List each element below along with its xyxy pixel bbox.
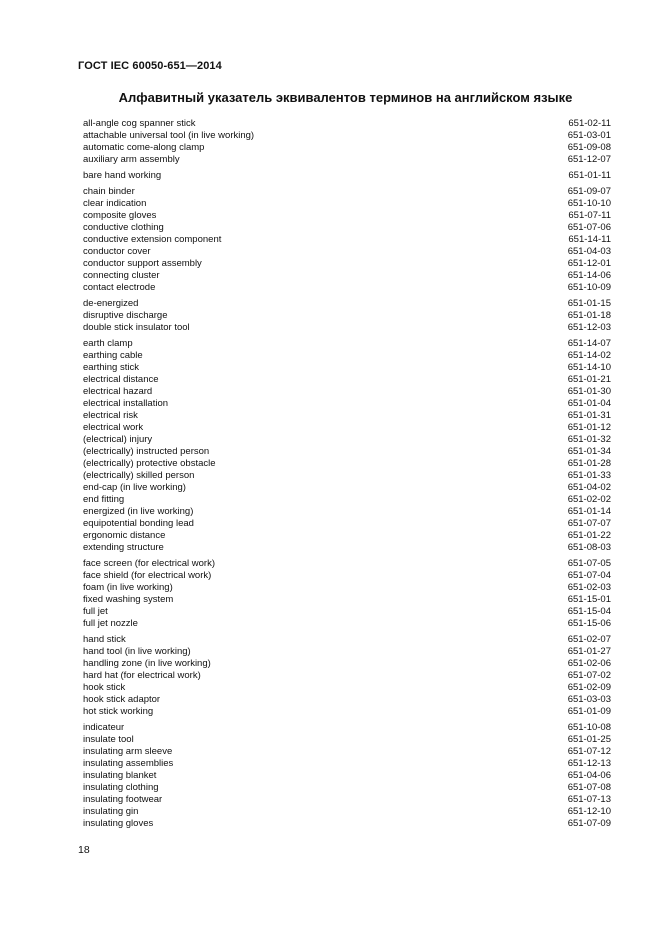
term-text: hot stick working	[83, 706, 154, 717]
term-text: hook stick adaptor	[83, 694, 161, 705]
term-text: (electrical) injury	[83, 434, 153, 445]
index-entry	[83, 694, 611, 706]
index-entry	[83, 170, 611, 182]
term-text: contact electrode	[83, 282, 156, 293]
term-text: face shield (for electrical work)	[83, 570, 212, 581]
term-code: 651-02-07	[567, 634, 611, 645]
term-text: full jet	[83, 606, 108, 617]
index-entry	[83, 594, 611, 606]
index-entry	[83, 210, 611, 222]
term-code: 651-07-06	[567, 222, 611, 233]
document-header: ГОСТ IEC 60050-651—2014	[78, 60, 222, 72]
term-text: conductive extension component	[83, 234, 222, 245]
term-code: 651-02-03	[567, 582, 611, 593]
index-group	[83, 634, 611, 718]
term-code: 651-01-09	[567, 706, 611, 717]
term-text: hard hat (for electrical work)	[83, 670, 201, 681]
index-entry	[83, 310, 611, 322]
term-code: 651-01-33	[567, 470, 611, 481]
term-code: 651-09-07	[567, 186, 611, 197]
index-entry	[83, 706, 611, 718]
term-code: 651-10-09	[567, 282, 611, 293]
index-group	[83, 170, 611, 182]
index-entry	[83, 154, 611, 166]
term-code: 651-02-06	[567, 658, 611, 669]
term-code: 651-07-02	[567, 670, 611, 681]
index-entry	[83, 118, 611, 130]
term-text: insulating assemblies	[83, 758, 174, 769]
index-entry	[83, 422, 611, 434]
term-text: composite gloves	[83, 210, 157, 221]
index-entry	[83, 322, 611, 334]
index-entry	[83, 434, 611, 446]
index-entry	[83, 606, 611, 618]
index-group	[83, 298, 611, 334]
term-index	[83, 118, 611, 834]
term-text: face screen (for electrical work)	[83, 558, 215, 569]
index-group	[83, 338, 611, 554]
term-text: disruptive discharge	[83, 310, 168, 321]
index-entry	[83, 246, 611, 258]
term-text: insulate tool	[83, 734, 134, 745]
term-text: auxiliary arm assembly	[83, 154, 180, 165]
term-code: 651-14-11	[568, 234, 611, 245]
index-entry	[83, 782, 611, 794]
term-code: 651-10-08	[567, 722, 611, 733]
term-code: 651-01-22	[567, 530, 611, 541]
term-text: equipotential bonding lead	[83, 518, 194, 529]
term-text: insulating arm sleeve	[83, 746, 173, 757]
term-code: 651-03-01	[567, 130, 611, 141]
term-code: 651-12-01	[567, 258, 611, 269]
term-code: 651-02-09	[567, 682, 611, 693]
page-title: Алфавитный указатель эквивалентов терминов на английском языке	[118, 90, 573, 105]
term-code: 651-04-03	[567, 246, 611, 257]
term-code: 651-01-31	[567, 410, 611, 421]
term-text: bare hand working	[83, 170, 162, 181]
term-code: 651-07-13	[567, 794, 611, 805]
index-entry	[83, 234, 611, 246]
term-text: conductive clothing	[83, 222, 164, 233]
term-code: 651-04-06	[567, 770, 611, 781]
index-entry	[83, 542, 611, 554]
term-text: chain binder	[83, 186, 135, 197]
index-entry	[83, 634, 611, 646]
term-text: hand tool (in live working)	[83, 646, 191, 657]
term-text: insulating clothing	[83, 782, 159, 793]
term-code: 651-02-02	[567, 494, 611, 505]
index-entry	[83, 338, 611, 350]
term-code: 651-01-12	[567, 422, 611, 433]
term-text: extending structure	[83, 542, 164, 553]
term-text: double stick insulator tool	[83, 322, 190, 333]
index-entry	[83, 722, 611, 734]
index-entry	[83, 350, 611, 362]
term-text: connecting cluster	[83, 270, 160, 281]
index-entry	[83, 482, 611, 494]
index-entry	[83, 362, 611, 374]
term-text: clear indication	[83, 198, 147, 209]
term-code: 651-01-30	[567, 386, 611, 397]
term-code: 651-15-04	[567, 606, 611, 617]
index-entry	[83, 670, 611, 682]
index-entry	[83, 818, 611, 830]
index-entry	[83, 494, 611, 506]
term-code: 651-14-02	[567, 350, 611, 361]
term-code: 651-07-11	[568, 210, 611, 221]
term-text: earthing stick	[83, 362, 139, 373]
index-entry	[83, 530, 611, 542]
term-code: 651-12-13	[567, 758, 611, 769]
term-code: 651-07-07	[567, 518, 611, 529]
term-text: electrical distance	[83, 374, 159, 385]
term-text: (electrically) instructed person	[83, 446, 210, 457]
index-entry	[83, 282, 611, 294]
term-code: 651-07-09	[567, 818, 611, 829]
term-text: insulating gloves	[83, 818, 154, 829]
term-code: 651-15-01	[567, 594, 611, 605]
term-text: end-cap (in live working)	[83, 482, 186, 493]
index-entry	[83, 746, 611, 758]
term-code: 651-01-21	[567, 374, 611, 385]
term-text: insulating blanket	[83, 770, 157, 781]
term-code: 651-10-10	[567, 198, 611, 209]
term-code: 651-03-03	[567, 694, 611, 705]
term-text: electrical installation	[83, 398, 169, 409]
index-entry	[83, 770, 611, 782]
term-text: conductor support assembly	[83, 258, 202, 269]
term-text: earthing cable	[83, 350, 143, 361]
term-text: electrical work	[83, 422, 144, 433]
index-entry	[83, 458, 611, 470]
index-entry	[83, 258, 611, 270]
term-text: end fitting	[83, 494, 125, 505]
term-code: 651-12-03	[567, 322, 611, 333]
term-code: 651-01-25	[567, 734, 611, 745]
index-entry	[83, 410, 611, 422]
index-entry	[83, 658, 611, 670]
term-text: electrical risk	[83, 410, 138, 421]
term-code: 651-14-07	[567, 338, 611, 349]
index-entry	[83, 398, 611, 410]
index-entry	[83, 298, 611, 310]
index-entry	[83, 558, 611, 570]
term-text: all-angle cog spanner stick	[83, 118, 196, 129]
index-entry	[83, 470, 611, 482]
term-text: handling zone (in live working)	[83, 658, 211, 669]
index-entry	[83, 222, 611, 234]
index-entry	[83, 198, 611, 210]
term-text: insulating footwear	[83, 794, 163, 805]
index-group	[83, 118, 611, 166]
index-entry	[83, 582, 611, 594]
index-entry	[83, 142, 611, 154]
term-code: 651-07-12	[567, 746, 611, 757]
term-text: automatic come-along clamp	[83, 142, 205, 153]
term-text: indicateur	[83, 722, 125, 733]
term-text: full jet nozzle	[83, 618, 138, 629]
index-entry	[83, 682, 611, 694]
index-entry	[83, 374, 611, 386]
term-text: ergonomic distance	[83, 530, 166, 541]
term-text: fixed washing system	[83, 594, 174, 605]
term-text: (electrically) skilled person	[83, 470, 195, 481]
index-entry	[83, 386, 611, 398]
term-code: 651-14-10	[567, 362, 611, 373]
index-group	[83, 722, 611, 830]
term-code: 651-01-27	[567, 646, 611, 657]
term-code: 651-01-04	[567, 398, 611, 409]
term-text: (electrically) protective obstacle	[83, 458, 216, 469]
term-code: 651-07-08	[567, 782, 611, 793]
term-text: earth clamp	[83, 338, 133, 349]
index-entry	[83, 518, 611, 530]
term-text: insulating gin	[83, 806, 139, 817]
index-entry	[83, 618, 611, 630]
index-entry	[83, 646, 611, 658]
index-entry	[83, 186, 611, 198]
term-code: 651-12-10	[567, 806, 611, 817]
term-code: 651-01-11	[568, 170, 611, 181]
term-code: 651-04-02	[567, 482, 611, 493]
term-text: attachable universal tool (in live working)	[83, 130, 255, 141]
term-code: 651-15-06	[567, 618, 611, 629]
index-entry	[83, 758, 611, 770]
index-group	[83, 558, 611, 630]
term-code: 651-08-03	[567, 542, 611, 553]
term-code: 651-14-06	[567, 270, 611, 281]
term-code: 651-09-08	[567, 142, 611, 153]
term-code: 651-01-32	[567, 434, 611, 445]
index-entry	[83, 570, 611, 582]
index-entry	[83, 130, 611, 142]
index-group	[83, 186, 611, 294]
term-code: 651-01-18	[567, 310, 611, 321]
term-code: 651-12-07	[567, 154, 611, 165]
index-entry	[83, 270, 611, 282]
term-text: energized (in live working)	[83, 506, 194, 517]
term-text: foam (in live working)	[83, 582, 173, 593]
term-text: de-energized	[83, 298, 139, 309]
page-number: 18	[78, 844, 90, 856]
index-entry	[83, 734, 611, 746]
term-code: 651-01-14	[567, 506, 611, 517]
index-entry	[83, 794, 611, 806]
term-code: 651-07-04	[567, 570, 611, 581]
term-code: 651-07-05	[567, 558, 611, 569]
term-text: hand stick	[83, 634, 126, 645]
term-text: electrical hazard	[83, 386, 153, 397]
index-entry	[83, 506, 611, 518]
index-entry	[83, 806, 611, 818]
index-entry	[83, 446, 611, 458]
term-code: 651-01-15	[567, 298, 611, 309]
term-code: 651-01-34	[567, 446, 611, 457]
term-text: hook stick	[83, 682, 126, 693]
term-text: conductor cover	[83, 246, 151, 257]
term-code: 651-01-28	[567, 458, 611, 469]
term-code: 651-02-11	[568, 118, 611, 129]
